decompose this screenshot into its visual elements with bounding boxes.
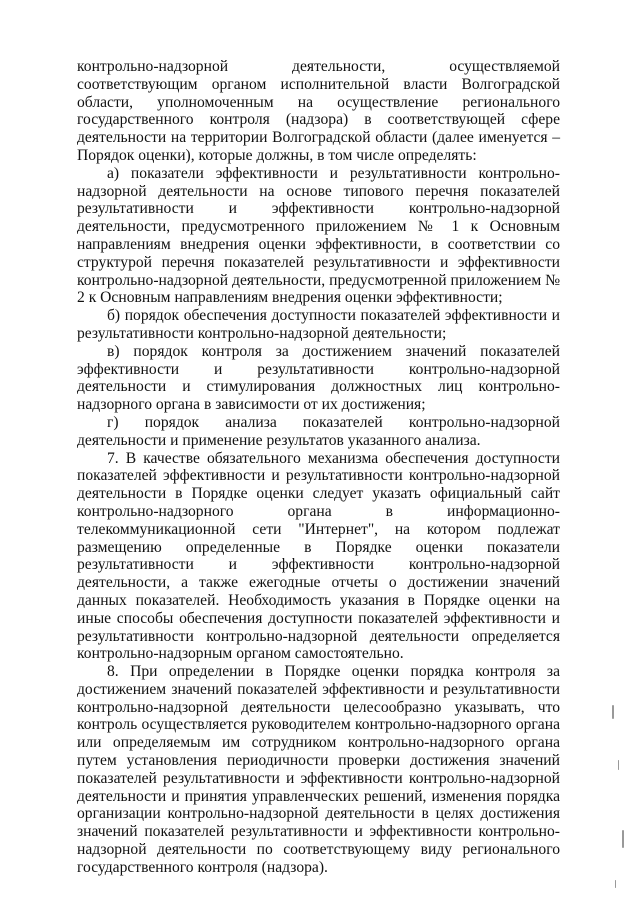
paragraph-item-b: б) порядок обеспечения доступности показателей эффективности и результативности контрольно-надзорной деятельности;: [77, 307, 560, 342]
paragraph-clause-8: 8. При определении в Порядке оценки порядка контроля за достижением значений показателей эффективности и результативности контрольно-надзорной деятельности целесообразно указывать, что контроль осуществляется руководителем контрольно-надзорного органа или определяемым им сотрудником контрольно-надзорного органа путем установления периодичности проверки достижения значений показателей результативности и эффективности контрольно-надзорной деятельности и принятия управленческих решений, изменения порядка организации контрольно-надзорной деятельности в целях достижения значений показателей результативности и эффективности контрольно-надзорной деятельности по соответствующему виду регионального государственного контроля (надзора).: [77, 663, 560, 876]
scan-artifact: [622, 830, 624, 848]
scan-artifact: [618, 760, 619, 770]
paragraph-clause-7: 7. В качестве обязательного механизма обеспечения доступности показателей эффективности и результативности контрольно-надзорной деятельности в Порядке оценки следует указать официальный сайт контрольно-надзорного органа в информационно-телекоммуникационной сети "Интернет", на котором подлежат размещению определенные в Порядке оценки показатели результативности и эффективности контрольно-надзорной деятельности, а также ежегодные отчеты о достижении значений данных показателей. Необходимость указания в Порядке оценки на иные способы обеспечения доступности показателей эффективности и результативности контрольно-надзорной деятельности определяется контрольно-надзорным органом самостоятельно.: [77, 449, 560, 663]
paragraph-item-a: а) показатели эффективности и результативности контрольно-надзорной деятельности на основе типового перечня показателей результативности и эффективности контрольно-надзорной деятельности, предусмотренного приложением № 1 к Основным направлениям внедрения оценки эффективности, в соответствии со структурой перечня показателей результативности и эффективности контрольно-надзорной деятельности, предусмотренной приложением № 2 к Основным направлениям внедрения оценки эффективности;: [77, 164, 560, 307]
document-body: [77, 58, 560, 877]
paragraph-item-g: г) порядок анализа показателей контрольно-надзорной деятельности и применение результатов указанного анализа.: [77, 413, 560, 449]
scan-artifact: [615, 880, 616, 888]
scan-artifact: [612, 705, 614, 719]
paragraph-item-v: в) порядок контроля за достижением значений показателей эффективности и результативности контрольно-надзорной деятельности и стимулирования должностных лиц контрольно-надзорного органа в зависимости от их достижения;: [77, 342, 560, 414]
paragraph-continuation: контрольно-надзорной деятельности, осуществляемой соответствующим органом исполнительной власти Волгоградской области, уполномоченным на осуществление регионального государственного контроля (надзора) в соответствующей сфере деятельности на территории Волгоградской области (далее именуется – Порядок оценки), которые должны, в том числе определять:: [77, 58, 560, 164]
